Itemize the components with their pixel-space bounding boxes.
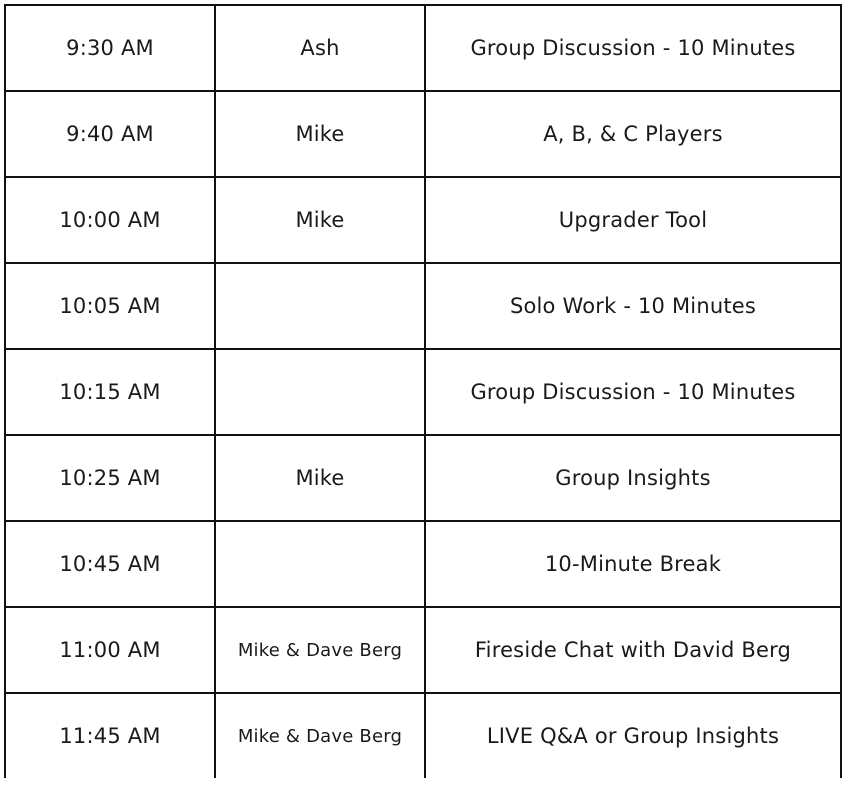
topic-cell: 10-Minute Break [425, 521, 841, 607]
time-cell: 10:45 AM [5, 521, 215, 607]
table-row [5, 435, 841, 521]
table-row [5, 5, 841, 91]
speaker-cell: Ash [215, 5, 425, 91]
speaker-cell: Mike & Dave Berg [215, 607, 425, 693]
table-row [5, 91, 841, 177]
time-cell: 9:30 AM [5, 5, 215, 91]
table-row [5, 177, 841, 263]
speaker-cell [215, 521, 425, 607]
speaker-cell: Mike [215, 177, 425, 263]
topic-cell: Group Insights [425, 435, 841, 521]
time-cell: 11:45 AM [5, 693, 215, 778]
topic-cell: Solo Work - 10 Minutes [425, 263, 841, 349]
topic-cell: Group Discussion - 10 Minutes [425, 349, 841, 435]
speaker-cell: Mike [215, 91, 425, 177]
schedule-table [4, 4, 842, 778]
speaker-cell [215, 349, 425, 435]
time-cell: 10:25 AM [5, 435, 215, 521]
time-cell: 11:00 AM [5, 607, 215, 693]
table-row [5, 693, 841, 778]
topic-cell: LIVE Q&A or Group Insights [425, 693, 841, 778]
topic-cell: Fireside Chat with David Berg [425, 607, 841, 693]
speaker-cell [215, 263, 425, 349]
time-cell: 10:15 AM [5, 349, 215, 435]
table-row [5, 349, 841, 435]
table-row [5, 521, 841, 607]
topic-cell: A, B, & C Players [425, 91, 841, 177]
topic-cell: Upgrader Tool [425, 177, 841, 263]
time-cell: 9:40 AM [5, 91, 215, 177]
table-row [5, 263, 841, 349]
speaker-cell: Mike & Dave Berg [215, 693, 425, 778]
topic-cell: Group Discussion - 10 Minutes [425, 5, 841, 91]
time-cell: 10:05 AM [5, 263, 215, 349]
table-row [5, 607, 841, 693]
time-cell: 10:00 AM [5, 177, 215, 263]
speaker-cell: Mike [215, 435, 425, 521]
